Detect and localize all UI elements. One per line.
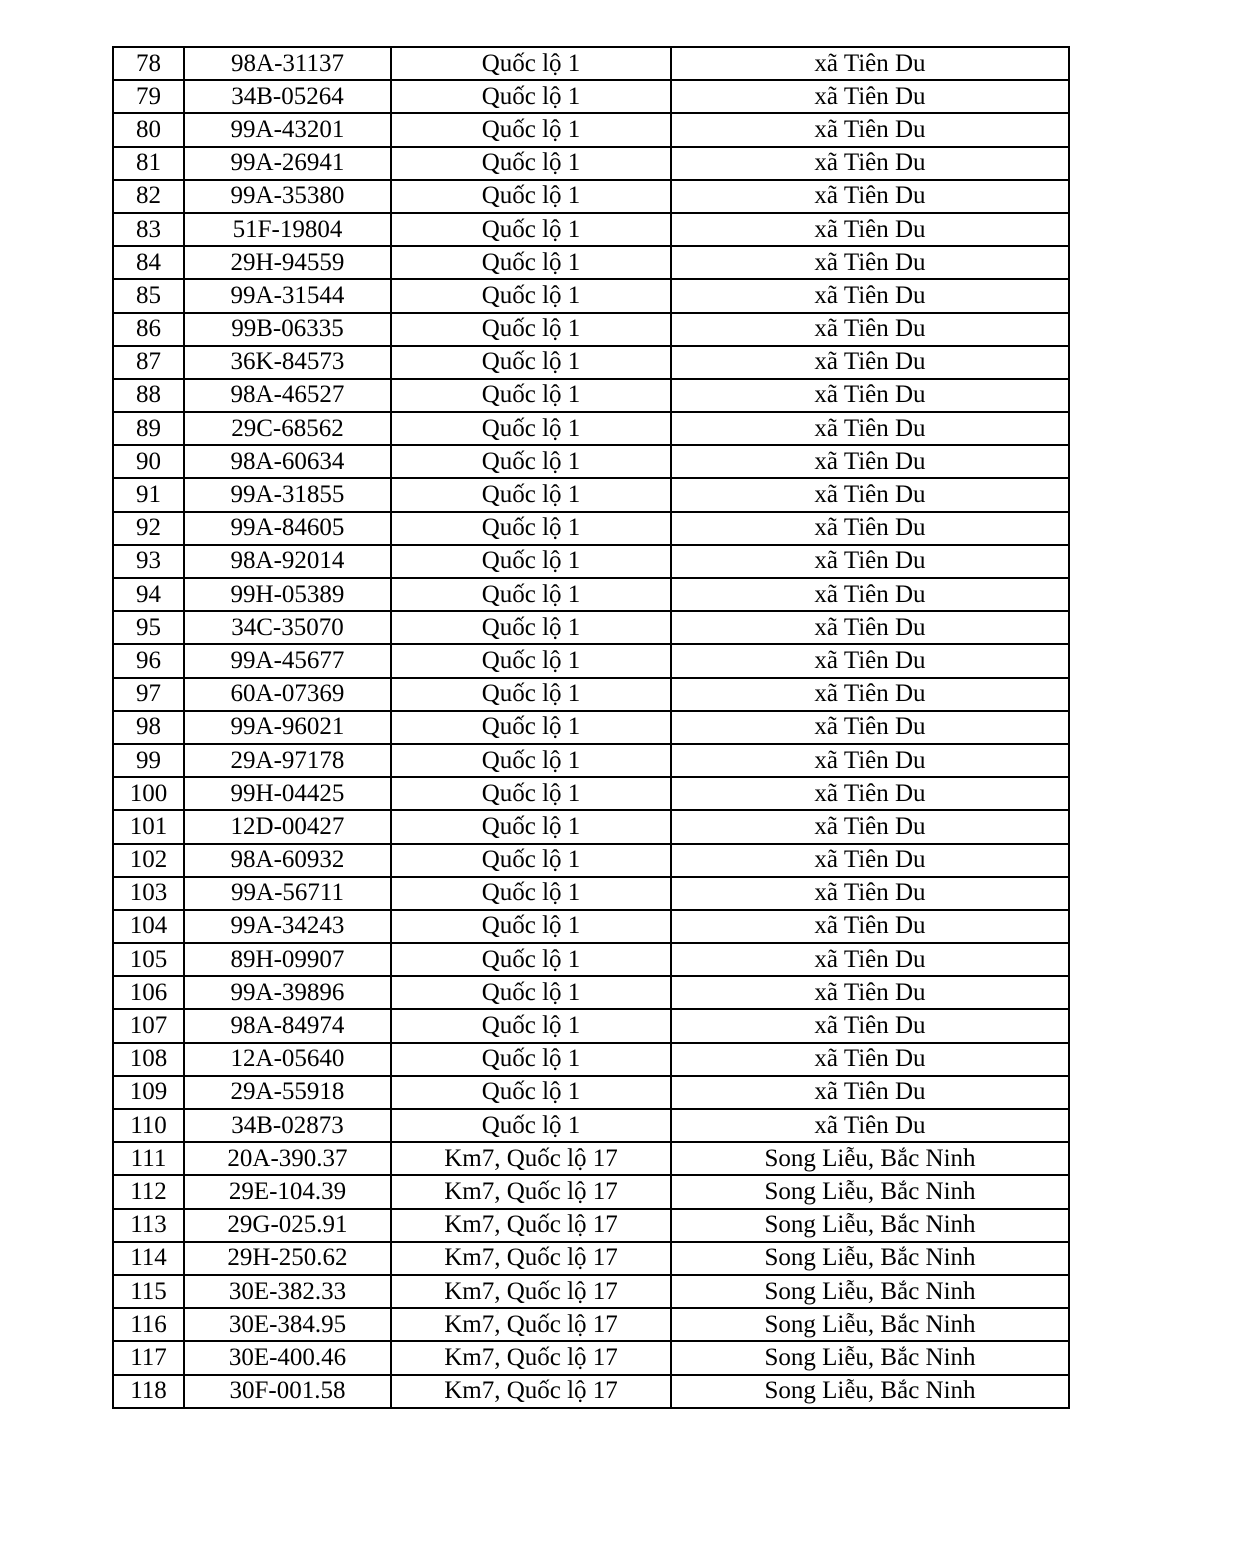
commune-cell: xã Tiên Du <box>671 644 1069 677</box>
commune-cell: xã Tiên Du <box>671 777 1069 810</box>
row-number-cell: 87 <box>113 346 184 379</box>
license-plate-cell: 99A-96021 <box>184 711 391 744</box>
table-row <box>113 1341 1069 1374</box>
row-number-cell: 84 <box>113 246 184 279</box>
commune-cell: xã Tiên Du <box>671 943 1069 976</box>
license-plate-cell: 29H-250.62 <box>184 1242 391 1275</box>
license-plate-cell: 34B-02873 <box>184 1109 391 1142</box>
road-location-cell: Km7, Quốc lộ 17 <box>391 1275 671 1308</box>
row-number-cell: 94 <box>113 578 184 611</box>
license-plate-cell: 29G-025.91 <box>184 1209 391 1242</box>
row-number-cell: 109 <box>113 1076 184 1109</box>
commune-cell: xã Tiên Du <box>671 213 1069 246</box>
commune-cell: xã Tiên Du <box>671 844 1069 877</box>
road-location-cell: Quốc lộ 1 <box>391 810 671 843</box>
commune-cell: xã Tiên Du <box>671 346 1069 379</box>
road-location-cell: Quốc lộ 1 <box>391 1043 671 1076</box>
license-plate-cell: 34B-05264 <box>184 80 391 113</box>
row-number-cell: 97 <box>113 678 184 711</box>
license-plate-cell: 99A-34243 <box>184 910 391 943</box>
road-location-cell: Quốc lộ 1 <box>391 113 671 146</box>
license-plate-cell: 99A-26941 <box>184 147 391 180</box>
table-row <box>113 1076 1069 1109</box>
row-number-cell: 99 <box>113 744 184 777</box>
commune-cell: xã Tiên Du <box>671 478 1069 511</box>
row-number-cell: 100 <box>113 777 184 810</box>
row-number-cell: 90 <box>113 445 184 478</box>
table-row <box>113 1175 1069 1208</box>
table-row <box>113 445 1069 478</box>
row-number-cell: 116 <box>113 1308 184 1341</box>
table-row <box>113 213 1069 246</box>
row-number-cell: 108 <box>113 1043 184 1076</box>
license-plate-cell: 30F-001.58 <box>184 1375 391 1408</box>
row-number-cell: 107 <box>113 1009 184 1042</box>
commune-cell: Song Liễu, Bắc Ninh <box>671 1209 1069 1242</box>
commune-cell: xã Tiên Du <box>671 910 1069 943</box>
row-number-cell: 81 <box>113 147 184 180</box>
road-location-cell: Quốc lộ 1 <box>391 313 671 346</box>
table-row <box>113 113 1069 146</box>
license-plate-cell: 29C-68562 <box>184 412 391 445</box>
commune-cell: Song Liễu, Bắc Ninh <box>671 1175 1069 1208</box>
road-location-cell: Quốc lộ 1 <box>391 578 671 611</box>
table-row <box>113 1209 1069 1242</box>
road-location-cell: Quốc lộ 1 <box>391 379 671 412</box>
license-plate-cell: 99A-39896 <box>184 976 391 1009</box>
commune-cell: xã Tiên Du <box>671 180 1069 213</box>
row-number-cell: 115 <box>113 1275 184 1308</box>
road-location-cell: Quốc lộ 1 <box>391 744 671 777</box>
license-plate-cell: 99B-06335 <box>184 313 391 346</box>
license-plate-cell: 99A-43201 <box>184 113 391 146</box>
road-location-cell: Quốc lộ 1 <box>391 147 671 180</box>
table-body <box>113 47 1069 1408</box>
license-plate-cell: 29A-97178 <box>184 744 391 777</box>
commune-cell: xã Tiên Du <box>671 1076 1069 1109</box>
row-number-cell: 82 <box>113 180 184 213</box>
commune-cell: xã Tiên Du <box>671 379 1069 412</box>
license-plate-cell: 98A-31137 <box>184 47 391 80</box>
road-location-cell: Quốc lộ 1 <box>391 1076 671 1109</box>
table-row <box>113 976 1069 1009</box>
row-number-cell: 91 <box>113 478 184 511</box>
commune-cell: xã Tiên Du <box>671 976 1069 1009</box>
road-location-cell: Quốc lộ 1 <box>391 611 671 644</box>
commune-cell: xã Tiên Du <box>671 147 1069 180</box>
table-row <box>113 1142 1069 1175</box>
table-row <box>113 47 1069 80</box>
row-number-cell: 98 <box>113 711 184 744</box>
road-location-cell: Quốc lộ 1 <box>391 1109 671 1142</box>
license-plate-cell: 98A-60932 <box>184 844 391 877</box>
commune-cell: xã Tiên Du <box>671 1009 1069 1042</box>
table-row <box>113 246 1069 279</box>
license-plate-cell: 30E-400.46 <box>184 1341 391 1374</box>
table-row <box>113 1009 1069 1042</box>
table-row <box>113 478 1069 511</box>
row-number-cell: 112 <box>113 1175 184 1208</box>
row-number-cell: 110 <box>113 1109 184 1142</box>
license-plate-cell: 30E-384.95 <box>184 1308 391 1341</box>
road-location-cell: Quốc lộ 1 <box>391 545 671 578</box>
commune-cell: xã Tiên Du <box>671 279 1069 312</box>
commune-cell: xã Tiên Du <box>671 678 1069 711</box>
commune-cell: xã Tiên Du <box>671 545 1069 578</box>
license-plate-cell: 99A-31544 <box>184 279 391 312</box>
license-plate-cell: 12D-00427 <box>184 810 391 843</box>
license-plate-cell: 29E-104.39 <box>184 1175 391 1208</box>
road-location-cell: Quốc lộ 1 <box>391 346 671 379</box>
license-plate-cell: 20A-390.37 <box>184 1142 391 1175</box>
table-row <box>113 844 1069 877</box>
row-number-cell: 96 <box>113 644 184 677</box>
row-number-cell: 92 <box>113 512 184 545</box>
road-location-cell: Quốc lộ 1 <box>391 80 671 113</box>
road-location-cell: Quốc lộ 1 <box>391 1009 671 1042</box>
commune-cell: xã Tiên Du <box>671 246 1069 279</box>
commune-cell: xã Tiên Du <box>671 810 1069 843</box>
license-plate-cell: 99A-35380 <box>184 180 391 213</box>
table-row <box>113 80 1069 113</box>
license-plate-cell: 89H-09907 <box>184 943 391 976</box>
license-plate-cell: 30E-382.33 <box>184 1275 391 1308</box>
table-row <box>113 1375 1069 1408</box>
table-row <box>113 1242 1069 1275</box>
road-location-cell: Km7, Quốc lộ 17 <box>391 1341 671 1374</box>
license-plate-cell: 99A-56711 <box>184 877 391 910</box>
road-location-cell: Quốc lộ 1 <box>391 910 671 943</box>
road-location-cell: Quốc lộ 1 <box>391 512 671 545</box>
road-location-cell: Quốc lộ 1 <box>391 976 671 1009</box>
row-number-cell: 103 <box>113 877 184 910</box>
license-plate-cell: 99A-31855 <box>184 478 391 511</box>
road-location-cell: Quốc lộ 1 <box>391 478 671 511</box>
row-number-cell: 106 <box>113 976 184 1009</box>
license-plate-cell: 29H-94559 <box>184 246 391 279</box>
license-plate-cell: 98A-84974 <box>184 1009 391 1042</box>
road-location-cell: Quốc lộ 1 <box>391 644 671 677</box>
road-location-cell: Quốc lộ 1 <box>391 279 671 312</box>
row-number-cell: 111 <box>113 1142 184 1175</box>
table-row <box>113 711 1069 744</box>
commune-cell: xã Tiên Du <box>671 578 1069 611</box>
commune-cell: xã Tiên Du <box>671 711 1069 744</box>
license-plate-cell: 99A-84605 <box>184 512 391 545</box>
table-row <box>113 279 1069 312</box>
road-location-cell: Km7, Quốc lộ 17 <box>391 1175 671 1208</box>
road-location-cell: Quốc lộ 1 <box>391 711 671 744</box>
row-number-cell: 95 <box>113 611 184 644</box>
row-number-cell: 80 <box>113 113 184 146</box>
commune-cell: Song Liễu, Bắc Ninh <box>671 1142 1069 1175</box>
road-location-cell: Quốc lộ 1 <box>391 877 671 910</box>
license-plate-cell: 36K-84573 <box>184 346 391 379</box>
road-location-cell: Quốc lộ 1 <box>391 47 671 80</box>
commune-cell: Song Liễu, Bắc Ninh <box>671 1308 1069 1341</box>
row-number-cell: 93 <box>113 545 184 578</box>
license-plate-cell: 34C-35070 <box>184 611 391 644</box>
row-number-cell: 101 <box>113 810 184 843</box>
road-location-cell: Quốc lộ 1 <box>391 412 671 445</box>
road-location-cell: Quốc lộ 1 <box>391 943 671 976</box>
table-row <box>113 644 1069 677</box>
license-plate-cell: 99A-45677 <box>184 644 391 677</box>
table-row <box>113 1308 1069 1341</box>
commune-cell: xã Tiên Du <box>671 313 1069 346</box>
row-number-cell: 104 <box>113 910 184 943</box>
row-number-cell: 85 <box>113 279 184 312</box>
commune-cell: xã Tiên Du <box>671 877 1069 910</box>
row-number-cell: 118 <box>113 1375 184 1408</box>
table-row <box>113 810 1069 843</box>
table-row <box>113 1043 1069 1076</box>
road-location-cell: Quốc lộ 1 <box>391 213 671 246</box>
road-location-cell: Quốc lộ 1 <box>391 180 671 213</box>
commune-cell: xã Tiên Du <box>671 611 1069 644</box>
commune-cell: xã Tiên Du <box>671 445 1069 478</box>
road-location-cell: Quốc lộ 1 <box>391 246 671 279</box>
license-plate-cell: 98A-46527 <box>184 379 391 412</box>
table-row <box>113 877 1069 910</box>
license-plate-cell: 29A-55918 <box>184 1076 391 1109</box>
table-row <box>113 147 1069 180</box>
table-row <box>113 512 1069 545</box>
table-row <box>113 943 1069 976</box>
commune-cell: xã Tiên Du <box>671 1043 1069 1076</box>
road-location-cell: Km7, Quốc lộ 17 <box>391 1308 671 1341</box>
road-location-cell: Km7, Quốc lộ 17 <box>391 1209 671 1242</box>
road-location-cell: Quốc lộ 1 <box>391 678 671 711</box>
table-row <box>113 346 1069 379</box>
table-row <box>113 578 1069 611</box>
vehicle-violation-table <box>112 46 1070 1409</box>
license-plate-cell: 99H-05389 <box>184 578 391 611</box>
road-location-cell: Km7, Quốc lộ 17 <box>391 1375 671 1408</box>
row-number-cell: 88 <box>113 379 184 412</box>
row-number-cell: 78 <box>113 47 184 80</box>
commune-cell: xã Tiên Du <box>671 80 1069 113</box>
road-location-cell: Quốc lộ 1 <box>391 777 671 810</box>
road-location-cell: Quốc lộ 1 <box>391 445 671 478</box>
license-plate-cell: 98A-60634 <box>184 445 391 478</box>
table-row <box>113 412 1069 445</box>
row-number-cell: 113 <box>113 1209 184 1242</box>
table-row <box>113 910 1069 943</box>
commune-cell: Song Liễu, Bắc Ninh <box>671 1242 1069 1275</box>
row-number-cell: 89 <box>113 412 184 445</box>
row-number-cell: 114 <box>113 1242 184 1275</box>
table-row <box>113 379 1069 412</box>
license-plate-cell: 99H-04425 <box>184 777 391 810</box>
commune-cell: xã Tiên Du <box>671 512 1069 545</box>
commune-cell: xã Tiên Du <box>671 412 1069 445</box>
table-row <box>113 545 1069 578</box>
commune-cell: xã Tiên Du <box>671 47 1069 80</box>
commune-cell: Song Liễu, Bắc Ninh <box>671 1341 1069 1374</box>
commune-cell: Song Liễu, Bắc Ninh <box>671 1375 1069 1408</box>
row-number-cell: 79 <box>113 80 184 113</box>
table-row <box>113 1275 1069 1308</box>
commune-cell: xã Tiên Du <box>671 744 1069 777</box>
table-row <box>113 777 1069 810</box>
commune-cell: xã Tiên Du <box>671 1109 1069 1142</box>
license-plate-cell: 12A-05640 <box>184 1043 391 1076</box>
commune-cell: Song Liễu, Bắc Ninh <box>671 1275 1069 1308</box>
row-number-cell: 102 <box>113 844 184 877</box>
table-row <box>113 1109 1069 1142</box>
row-number-cell: 117 <box>113 1341 184 1374</box>
license-plate-cell: 60A-07369 <box>184 678 391 711</box>
table-row <box>113 611 1069 644</box>
table-row <box>113 313 1069 346</box>
table-row <box>113 180 1069 213</box>
road-location-cell: Km7, Quốc lộ 17 <box>391 1242 671 1275</box>
commune-cell: xã Tiên Du <box>671 113 1069 146</box>
road-location-cell: Quốc lộ 1 <box>391 844 671 877</box>
table-row <box>113 678 1069 711</box>
table-row <box>113 744 1069 777</box>
row-number-cell: 83 <box>113 213 184 246</box>
road-location-cell: Km7, Quốc lộ 17 <box>391 1142 671 1175</box>
license-plate-cell: 98A-92014 <box>184 545 391 578</box>
license-plate-cell: 51F-19804 <box>184 213 391 246</box>
row-number-cell: 86 <box>113 313 184 346</box>
row-number-cell: 105 <box>113 943 184 976</box>
